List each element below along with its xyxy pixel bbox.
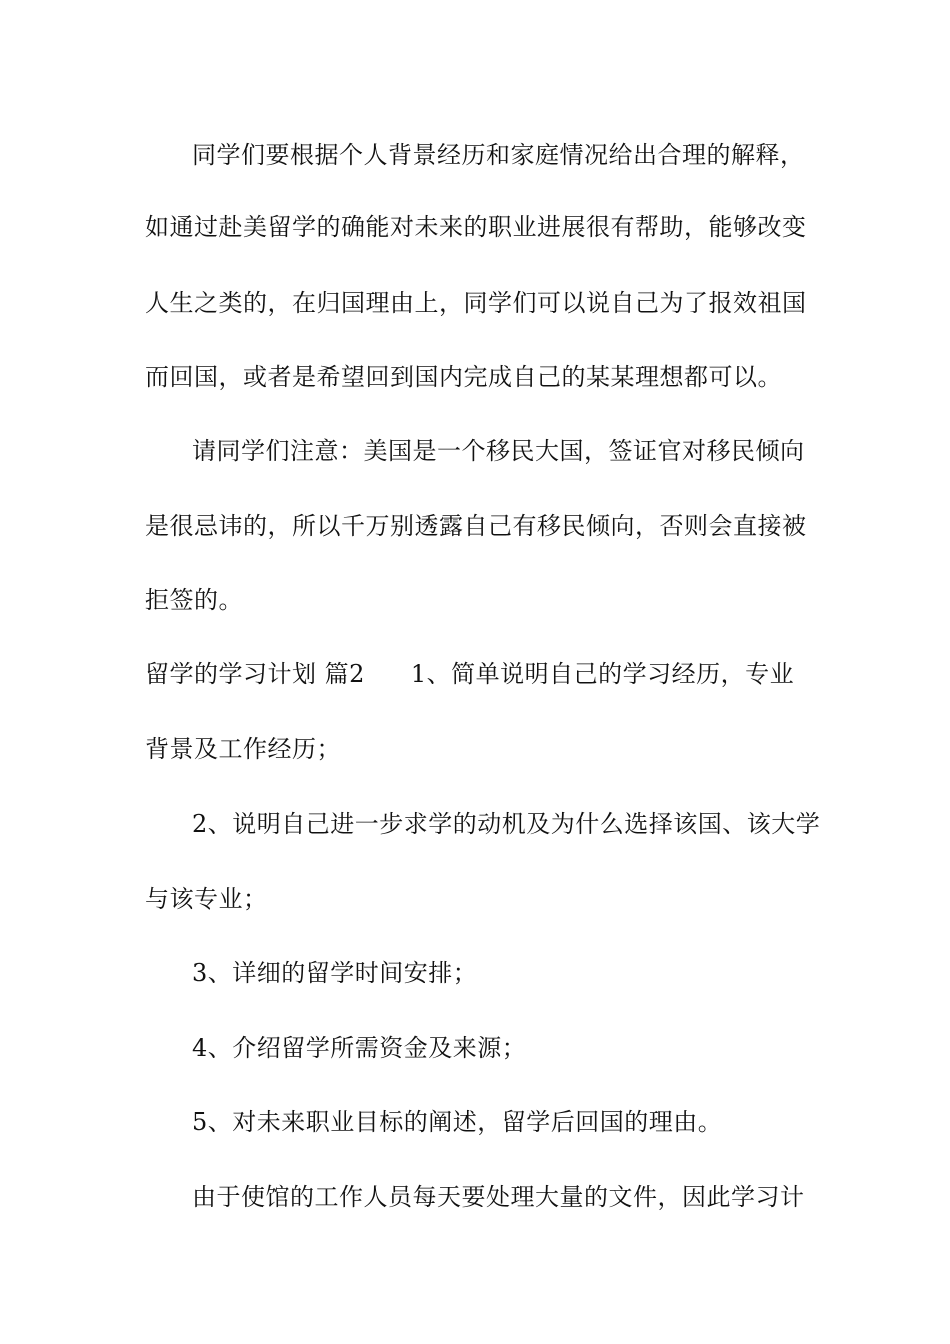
paragraph-1-line-1: 同学们要根据个人背景经历和家庭情况给出合理的解释， — [192, 141, 805, 169]
section-heading-line — [145, 658, 794, 690]
list-item-1-part-1: 1、简单说明自己的学习经历，专业 — [410, 660, 795, 688]
paragraph-3-line-1: 由于使馆的工作人员每天要处理大量的文件，因此学习计 — [192, 1183, 805, 1211]
list-item-5: 5、对未来职业目标的阐述，留学后回国的理由。 — [192, 1108, 723, 1136]
paragraph-1-line-4: 而回国，或者是希望回到国内完成自己的某某理想都可以。 — [145, 363, 782, 391]
list-item-3: 3、详细的留学时间安排； — [192, 959, 478, 987]
list-item-2-part-1: 2、说明自己进一步求学的动机及为什么选择该国、该大学 — [192, 810, 821, 838]
list-item-2-part-2: 与该专业； — [145, 885, 268, 913]
section-title: 留学的学习计划 篇2 — [145, 660, 365, 688]
paragraph-2-line-3: 拒签的。 — [145, 586, 243, 614]
paragraph-2-line-2: 是很忌讳的，所以千万别透露自己有移民倾向，否则会直接被 — [145, 512, 807, 540]
list-item-4: 4、介绍留学所需资金及来源； — [192, 1034, 527, 1062]
paragraph-1-line-2: 如通过赴美留学的确能对未来的职业进展很有帮助，能够改变 — [145, 213, 807, 241]
list-item-1-part-2: 背景及工作经历； — [145, 735, 341, 763]
paragraph-2-line-1: 请同学们注意：美国是一个移民大国，签证官对移民倾向 — [192, 437, 805, 465]
paragraph-1-line-3: 人生之类的，在归国理由上，同学们可以说自己为了报效祖国 — [145, 289, 807, 317]
